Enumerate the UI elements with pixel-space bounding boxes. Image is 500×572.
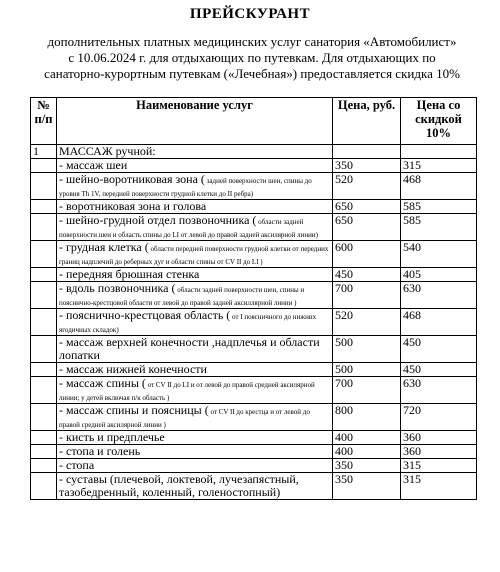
service-name-cell xyxy=(57,241,333,268)
table-row xyxy=(31,473,477,500)
service-name: - шейно-грудной отдел позвоночника ( xyxy=(59,213,257,227)
service-name-cell xyxy=(57,459,333,473)
subtitle-line-3: санаторно-курортным путевкам («Лечебная») предоставляется скидка 10% xyxy=(44,66,460,81)
service-discount-price: 360 xyxy=(401,445,477,459)
service-name: - пояснично-крестцовая область ( xyxy=(59,308,231,322)
table-header-row xyxy=(31,98,477,145)
service-discount-price: 585 xyxy=(401,200,477,214)
service-price: 350 xyxy=(333,459,401,473)
service-note: задней поверхности шеи, спины до уровня Th 1V, передней поверхности грудной клетки до II ребра) xyxy=(59,177,312,198)
document-title: ПРЕЙСКУРАНТ xyxy=(189,6,311,22)
service-name: - стопа и голень xyxy=(59,444,141,458)
service-price: 400 xyxy=(333,431,401,445)
service-note: области задней поверхности шеи, спины и пояснично-крестцовой области от левой до правой задней аксиллярной линии ) xyxy=(59,286,305,307)
table-row xyxy=(31,173,477,200)
service-discount-price: 468 xyxy=(401,173,477,200)
service-discount-price: 468 xyxy=(401,309,477,336)
header-num: № п/п xyxy=(31,98,57,145)
service-name: - массаж нижней конечности xyxy=(59,362,207,376)
document-subtitle xyxy=(22,34,482,82)
service-name-cell xyxy=(57,309,333,336)
service-price: 520 xyxy=(333,173,401,200)
header-discount: Цена со скидкой 10% xyxy=(401,98,477,145)
service-name-cell xyxy=(57,200,333,214)
table-row xyxy=(31,214,477,241)
table-row xyxy=(31,363,477,377)
service-discount-price: 630 xyxy=(401,377,477,404)
service-name: - передняя брюшная стенка xyxy=(59,267,200,281)
service-discount-price: 315 xyxy=(401,459,477,473)
service-discount-price: 720 xyxy=(401,404,477,431)
service-name-cell xyxy=(57,473,333,500)
service-name-cell xyxy=(57,431,333,445)
service-price: 350 xyxy=(333,473,401,500)
service-note: области задней поверхности шеи и область спины до LI от левой до правой задней аксилярной линии) xyxy=(59,218,318,239)
service-name: - воротниковая зона и голова xyxy=(59,199,207,213)
section-num: 1 xyxy=(31,145,57,159)
service-discount-price: 405 xyxy=(401,268,477,282)
service-price: 350 xyxy=(333,159,401,173)
service-name: - массаж спины ( xyxy=(59,376,146,390)
section-name: МАССАЖ ручной: xyxy=(57,145,333,159)
price-table xyxy=(30,97,477,500)
service-name: - вдоль позвоночника ( xyxy=(59,281,176,295)
service-name: - шейно-воротниковая зона ( xyxy=(59,172,205,186)
service-price: 700 xyxy=(333,377,401,404)
service-note: от I поясничного до нижних ягодичных складок) xyxy=(59,313,317,334)
service-name-cell xyxy=(57,173,333,200)
table-row xyxy=(31,377,477,404)
service-name: - массаж верхней конечности ,надплечья и области лопатки xyxy=(59,335,320,362)
service-price: 450 xyxy=(333,268,401,282)
service-note: области передней поверхности грудной клетки от передних границ надплечий до реберных дуг и области спины от CV II до LI ) xyxy=(59,245,329,266)
service-price: 600 xyxy=(333,241,401,268)
service-price: 650 xyxy=(333,200,401,214)
service-name-cell xyxy=(57,363,333,377)
table-row xyxy=(31,241,477,268)
service-discount-price: 315 xyxy=(401,473,477,500)
service-name: - массаж шеи xyxy=(59,158,128,172)
section-row xyxy=(31,145,477,159)
table-row xyxy=(31,282,477,309)
service-name-cell xyxy=(57,336,333,363)
service-discount-price: 450 xyxy=(401,363,477,377)
subtitle-line-1: дополнительных платных медицинских услуг санатория «Автомобилист» xyxy=(47,34,457,49)
service-name-cell xyxy=(57,404,333,431)
table-row xyxy=(31,336,477,363)
service-price: 800 xyxy=(333,404,401,431)
service-price: 520 xyxy=(333,309,401,336)
service-discount-price: 585 xyxy=(401,214,477,241)
service-note: от CV II до крестца и от левой до правой средней аксилярной линии ) xyxy=(59,408,310,429)
service-discount-price: 450 xyxy=(401,336,477,363)
table-row xyxy=(31,309,477,336)
service-discount-price: 540 xyxy=(401,241,477,268)
service-discount-price: 315 xyxy=(401,159,477,173)
service-name-cell xyxy=(57,282,333,309)
service-price: 500 xyxy=(333,336,401,363)
service-name-cell xyxy=(57,214,333,241)
service-name-cell xyxy=(57,377,333,404)
service-name: - массаж спины и поясницы ( xyxy=(59,403,209,417)
subtitle-line-2: с 10.06.2024 г. для отдыхающих по путевкам. Для отдыхающих по xyxy=(68,50,436,65)
table-row xyxy=(31,431,477,445)
service-discount-price: 360 xyxy=(401,431,477,445)
service-price: 500 xyxy=(333,363,401,377)
service-discount-price: 630 xyxy=(401,282,477,309)
service-name-cell xyxy=(57,159,333,173)
service-name: - суставы (плечевой, локтевой, лучезапястный, тазобедренный, коленный, голеностопный) xyxy=(59,472,299,499)
service-name-cell xyxy=(57,268,333,282)
service-name: - грудная клетка ( xyxy=(59,240,149,254)
service-name-cell xyxy=(57,445,333,459)
service-price: 650 xyxy=(333,214,401,241)
service-name: - кисть и предплечье xyxy=(59,430,165,444)
header-name: Наименование услуг xyxy=(57,98,333,145)
table-row xyxy=(31,159,477,173)
service-price: 700 xyxy=(333,282,401,309)
table-row xyxy=(31,459,477,473)
table-row xyxy=(31,200,477,214)
header-price: Цена, руб. xyxy=(333,98,401,145)
table-row xyxy=(31,268,477,282)
service-name: - стопа xyxy=(59,458,95,472)
service-price: 400 xyxy=(333,445,401,459)
table-row xyxy=(31,445,477,459)
service-note: от CV II до LI и от левой до правой средней аксилярной линии; у детей включая п/к область ) xyxy=(59,381,315,402)
table-row xyxy=(31,404,477,431)
